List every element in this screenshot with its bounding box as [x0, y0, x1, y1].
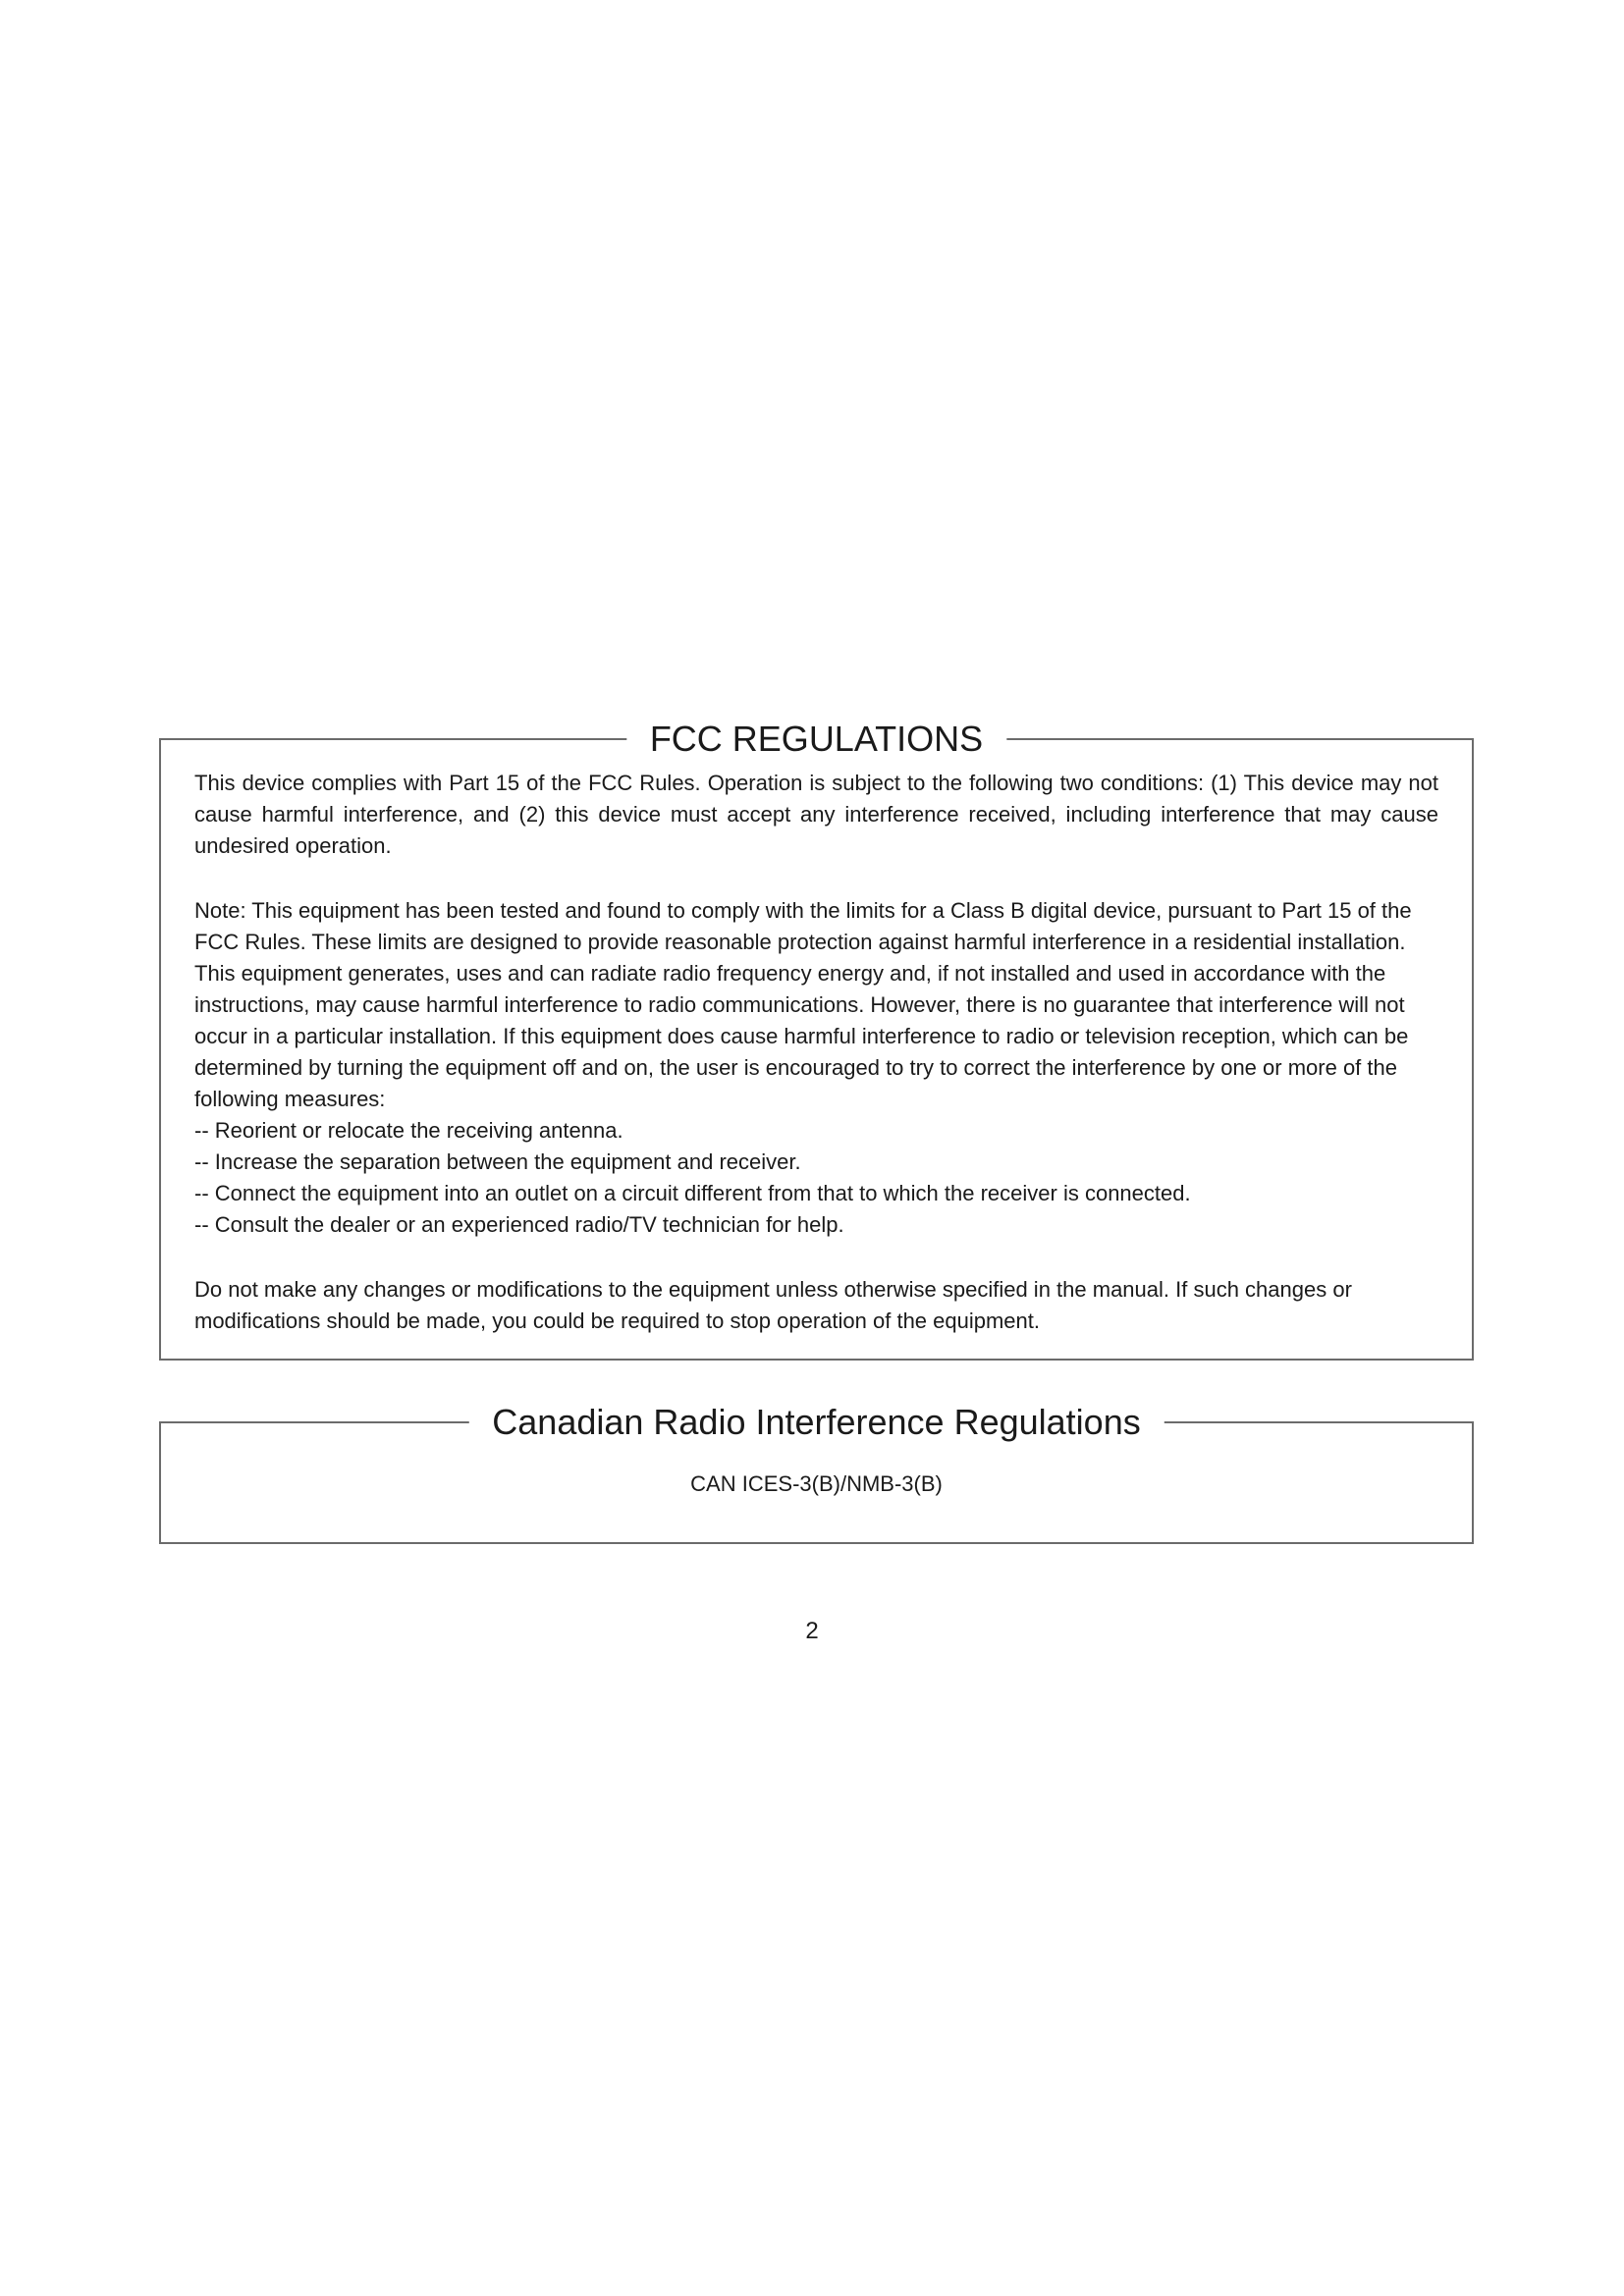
canadian-section-title: Canadian Radio Interference Regulations: [468, 1402, 1164, 1443]
fcc-note-paragraph: Note: This equipment has been tested and found to comply with the limits for a Class B digital device, pursuant to Part 15 of the FCC Rules. These limits are designed to provide reasonable protection against harmful interference in a residential installation. This equipment generates, uses and can radiate radio frequency energy and, if not installed and used in accordance with the instructions, may cause harmful interference to radio communications. However, there is no guarantee that interference will not occur in a particular installation. If this equipment does cause harmful interference to radio or television reception, which can be determined by turning the equipment off and on, the user is encouraged to try to correct the interference by one or more of the following measures:: [194, 898, 1412, 1111]
canadian-code: CAN ICES-3(B)/NMB-3(B): [690, 1471, 943, 1496]
fcc-compliance-paragraph: This device complies with Part 15 of the FCC Rules. Operation is subject to the following two conditions: (1) This device may not cause harmful interference, and (2) this device must accept any interference received, including interference that may cause undesired operation.: [194, 771, 1438, 858]
measure-item: -- Connect the equipment into an outlet on a circuit different from that to which the receiver is connected.: [194, 1181, 1191, 1205]
canadian-regulations-section: [159, 1402, 1474, 1544]
fcc-modifications-paragraph: Do not make any changes or modifications to the equipment unless otherwise specified in the manual. If such changes or modifications should be made, you could be required to stop operation of the equipment.: [194, 1277, 1352, 1333]
measure-item: -- Reorient or relocate the receiving antenna.: [194, 1118, 623, 1143]
page-number: 2: [805, 1618, 819, 1644]
fcc-section-body: [194, 768, 1438, 1337]
fcc-section-title: FCC REGULATIONS: [626, 719, 1006, 760]
paragraph-gap: [194, 862, 1438, 895]
fcc-regulations-section: [159, 719, 1474, 1361]
measure-item: -- Consult the dealer or an experienced radio/TV technician for help.: [194, 1212, 844, 1237]
paragraph-gap: [194, 1241, 1438, 1274]
measure-item: -- Increase the separation between the equipment and receiver.: [194, 1149, 801, 1174]
